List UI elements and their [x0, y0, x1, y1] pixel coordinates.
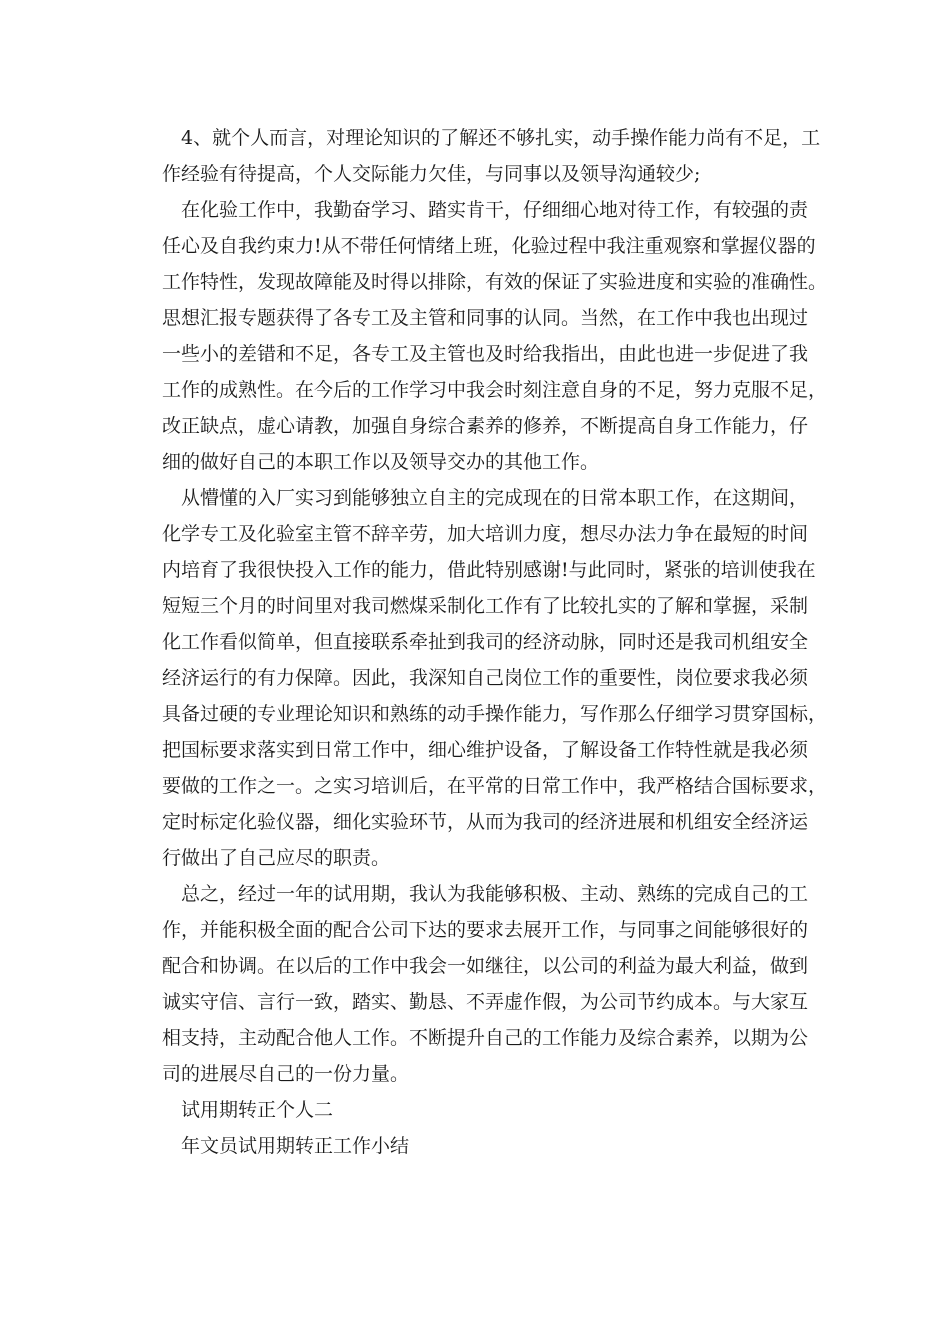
- text-line: 作，并能积极全面的配合公司下达的要求去展开工作，与同事之间能够很好的: [162, 919, 809, 941]
- paragraph-lab-work: [143, 192, 828, 480]
- section-heading: [143, 1092, 808, 1128]
- text-line: 4、就个人而言，对理论知识的了解还不够扎实，动手操作能力尚有不足，工: [181, 127, 821, 149]
- text-line: 从懵懂的入厂实习到能够独立自主的完成现在的日常本职工作，在这期间，: [181, 487, 809, 509]
- text-line: 总之，经过一年的试用期，我认为我能够积极、主动、熟练的完成自己的工: [181, 883, 809, 905]
- document-body: [143, 120, 828, 1164]
- text-line: 行做出了自己应尽的职责。: [162, 847, 391, 869]
- text-line: 在化验工作中，我勤奋学习、踏实肯干，仔细细心地对待工作，有较强的责: [181, 199, 809, 221]
- text-line: 要做的工作之一。之实习培训后，在平常的日常工作中，我严格结合国标要求，: [162, 775, 828, 797]
- text-line: 作经验有待提高，个人交际能力欠佳，与同事以及领导沟通较少;: [162, 163, 701, 185]
- text-line: 相支持，主动配合他人工作。不断提升自己的工作能力及综合素养，以期为公: [162, 1027, 809, 1049]
- text-line: 配合和协调。在以后的工作中我会一如继往，以公司的利益为最大利益，做到: [162, 955, 809, 977]
- text-line: 经济运行的有力保障。因此，我深知自己岗位工作的重要性，岗位要求我必须: [162, 667, 809, 689]
- text-line: 任心及自我约束力!从不带任何情绪上班，化验过程中我注重观察和掌握仪器的: [162, 235, 816, 257]
- text-line: 工作的成熟性。在今后的工作学习中我会时刻注意自身的不足，努力克服不足，: [162, 379, 828, 401]
- text-line: 试用期转正个人二: [181, 1099, 334, 1121]
- text-line: 定时标定化验仪器，细化实验环节，从而为我司的经济进展和机组安全经济运: [162, 811, 809, 833]
- text-line: 思想汇报专题获得了各专工及主管和同事的认同。当然，在工作中我也出现过: [162, 307, 809, 329]
- text-line: 年文员试用期转正工作小结: [181, 1135, 410, 1157]
- text-line: 内培育了我很快投入工作的能力，借此特别感谢!与此同时，紧张的培训使我在: [162, 559, 816, 581]
- text-line: 化工作看似简单，但直接联系牵扯到我司的经济动脉，同时还是我司机组安全: [162, 631, 809, 653]
- text-line: 诚实守信、言行一致，踏实、勤恳、不弄虚作假，为公司节约成本。与大家互: [162, 991, 809, 1013]
- text-line: 短短三个月的时间里对我司燃煤采制化工作有了比较扎实的了解和掌握，采制: [162, 595, 809, 617]
- section-subheading: [143, 1128, 808, 1164]
- text-line: 一些小的差错和不足，各专工及主管也及时给我指出，由此也进一步促进了我: [162, 343, 809, 365]
- paragraph-weaknesses: [143, 120, 821, 192]
- paragraph-training: [143, 480, 828, 876]
- text-line: 细的做好自己的本职工作以及领导交办的其他工作。: [162, 451, 600, 473]
- text-line: 改正缺点，虚心请教，加强自身综合素养的修养，不断提高自身工作能力，仔: [162, 415, 809, 437]
- text-line: 工作特性，发现故障能及时得以排除，有效的保证了实验进度和实验的准确性。: [162, 271, 828, 293]
- text-line: 司的进展尽自己的一份力量。: [162, 1063, 410, 1085]
- text-line: 把国标要求落实到日常工作中，细心维护设备，了解设备工作特性就是我必须: [162, 739, 809, 761]
- paragraph-summary: [143, 876, 808, 1092]
- text-line: 化学专工及化验室主管不辞辛劳，加大培训力度，想尽办法力争在最短的时间: [162, 523, 809, 545]
- text-line: 具备过硬的专业理论知识和熟练的动手操作能力，写作那么仔细学习贯穿国标，: [162, 703, 828, 725]
